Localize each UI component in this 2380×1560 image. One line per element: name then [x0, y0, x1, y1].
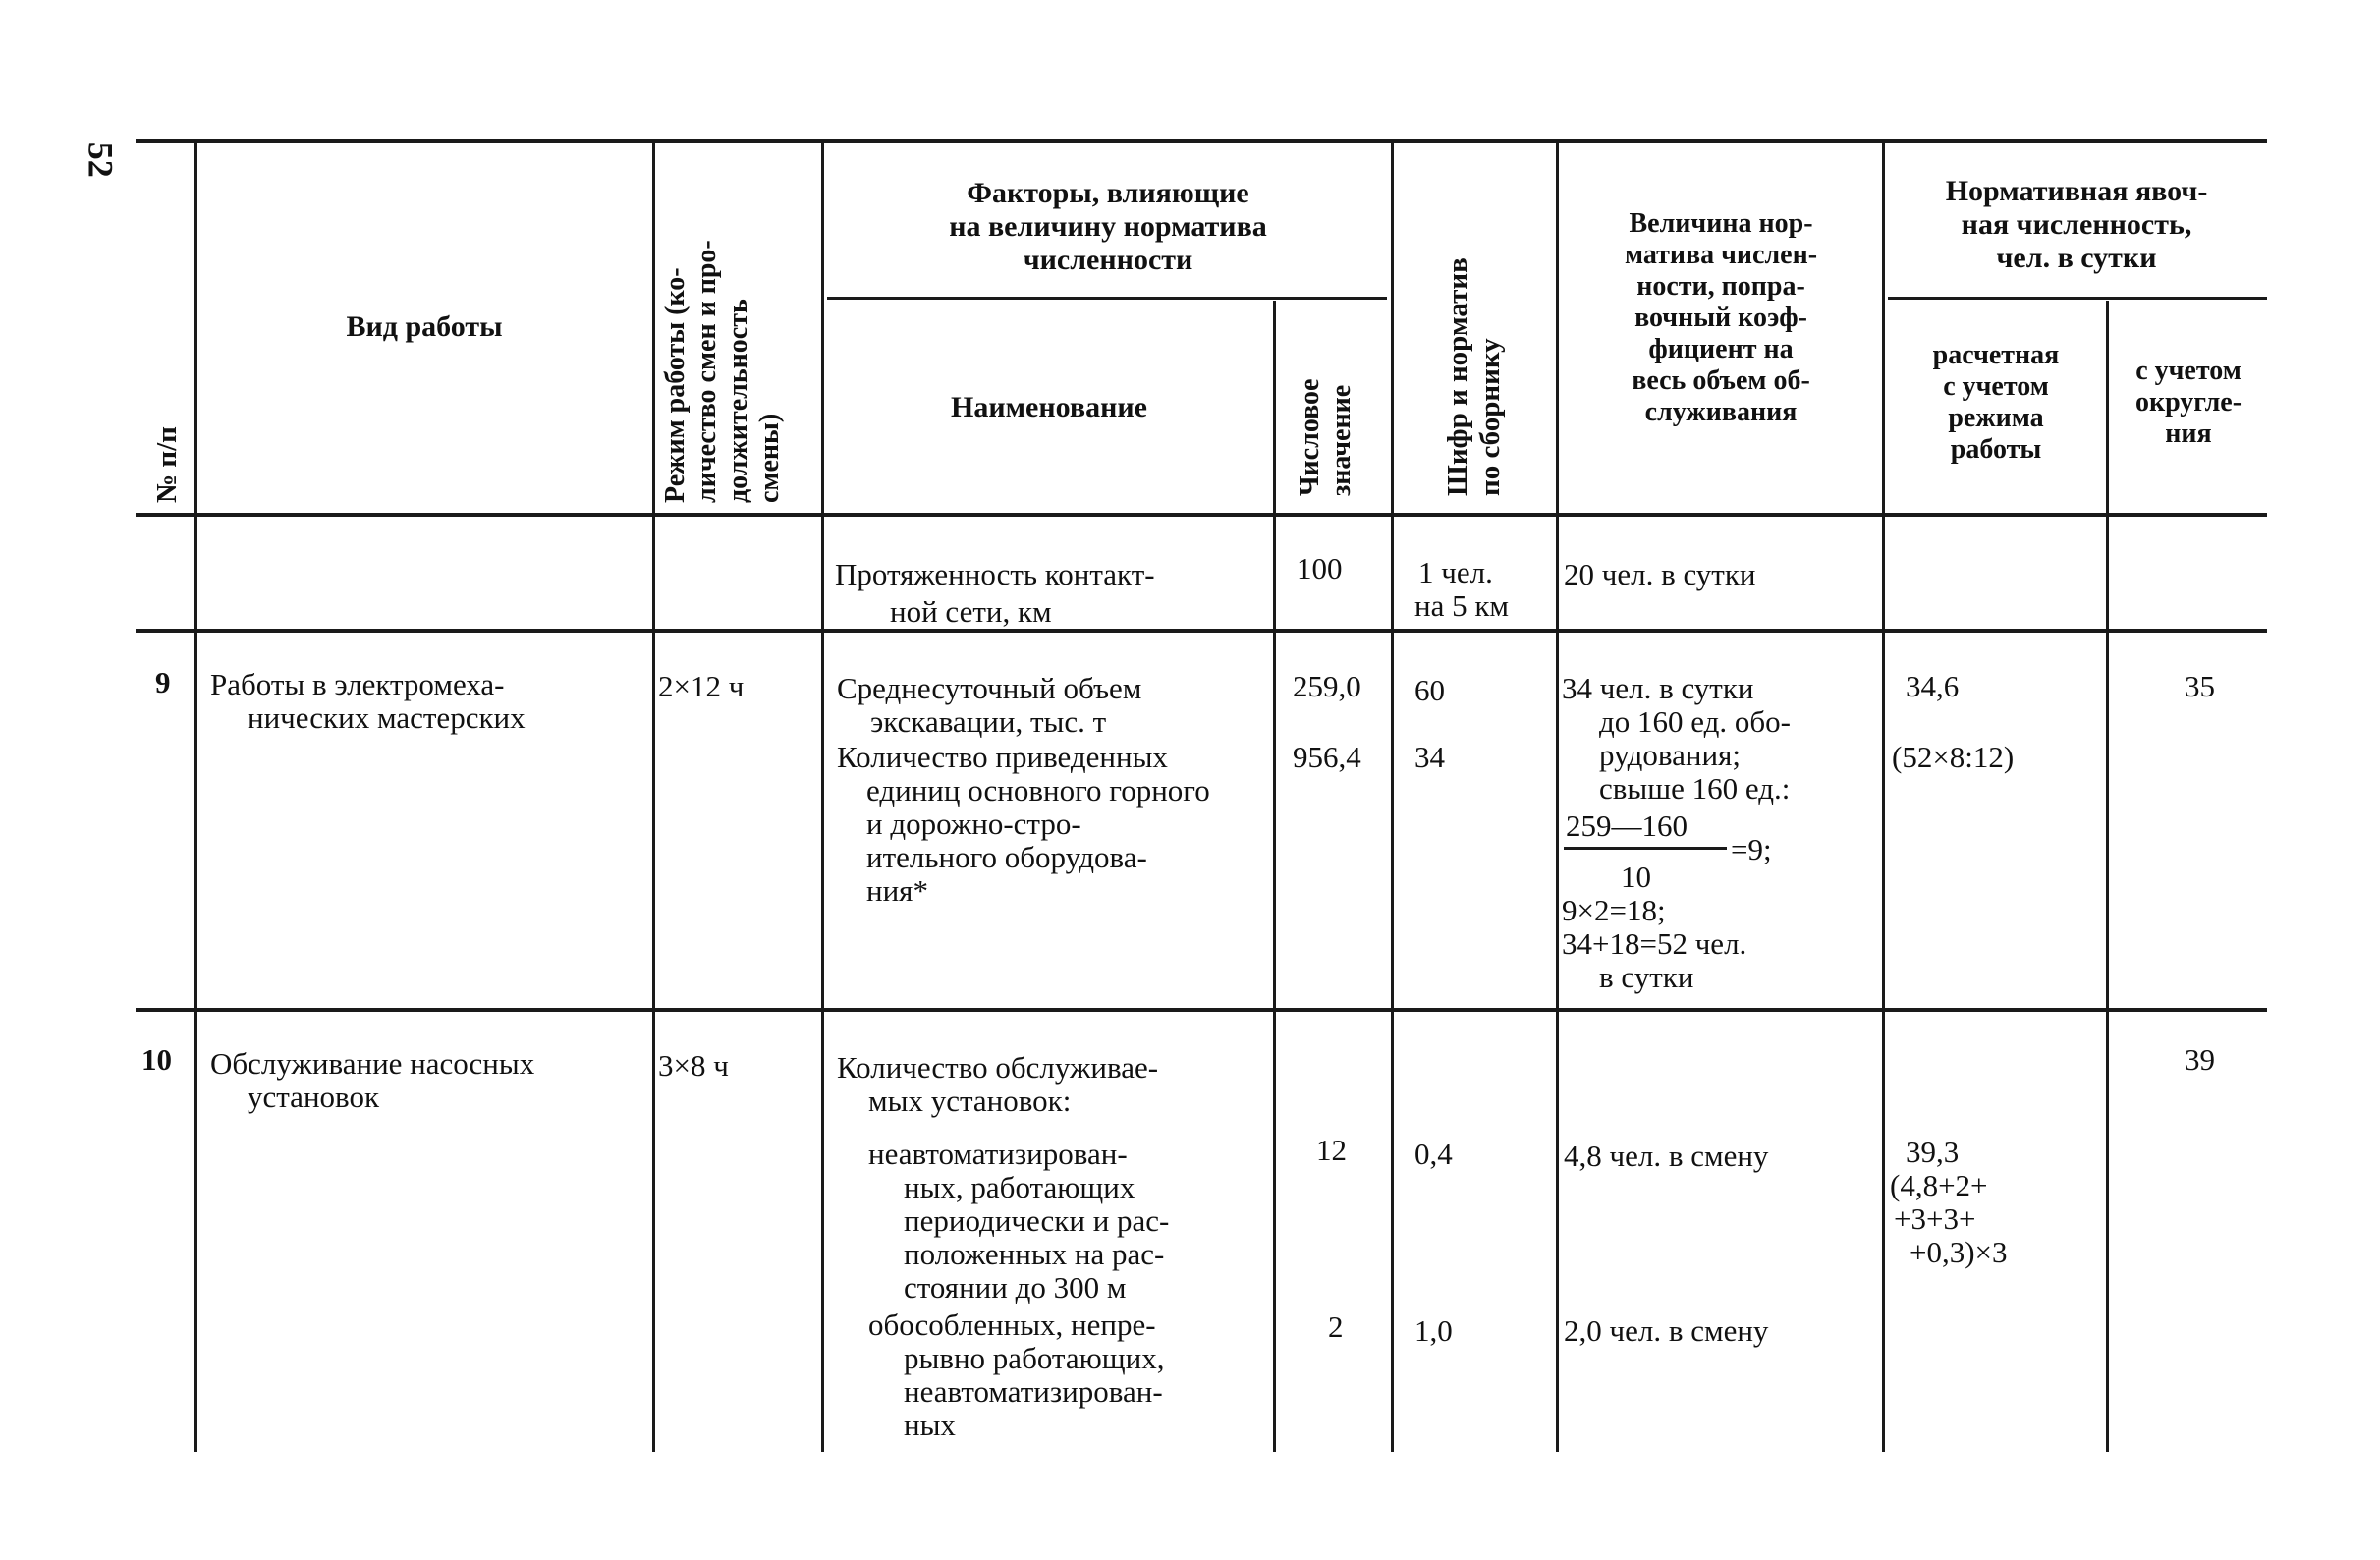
header-mode: Режим работы (ко- личество смен и про- должительность смены) — [660, 240, 785, 503]
row9-work: Работы в электромеха- нических мастерских — [210, 667, 526, 735]
row10-code-2: 1,0 — [1414, 1313, 1453, 1348]
col-rule-7 — [1882, 143, 1885, 1452]
col-rule-5 — [1391, 143, 1394, 1452]
row10-factor-name-2: обособленных, непре- рывно работающих, неавтоматизирован- ных — [868, 1308, 1165, 1442]
row9-mode: 2×12 ч — [658, 669, 745, 703]
header-num: № п/п — [151, 426, 183, 503]
col-rule-6 — [1556, 143, 1559, 1452]
table-top-rule — [136, 139, 2267, 143]
row9-factor-value-2: 956,4 — [1293, 740, 1361, 774]
header-rounded: с учетом округле- ния — [2134, 356, 2242, 449]
page-number: 52 — [81, 141, 121, 178]
row9-norm-bottom: 9×2=18; 34+18=52 чел. в сутки — [1562, 893, 1747, 994]
row10-factor-value-1: 12 — [1316, 1133, 1347, 1167]
row-10-top-rule — [136, 1008, 2267, 1012]
row9-factor-name-2: Количество приведенных единиц основного горного и дорожно-стро- ительного оборудова- ния* — [837, 740, 1210, 908]
header-code: Шифр и норматив по сборнику — [1442, 257, 1506, 496]
row9-rounded: 35 — [2185, 669, 2215, 703]
row10-mode: 3×8 ч — [658, 1048, 729, 1083]
factors-subheader-rule — [827, 297, 1387, 300]
row10-num: 10 — [141, 1042, 172, 1077]
header-calc: расчетная с учетом режима работы — [1932, 340, 2060, 465]
row1-factor-name: Протяженность контакт- ной сети, км — [835, 557, 1155, 629]
header-work: Вид работы — [346, 310, 503, 343]
header-standard: Нормативная явоч- ная численность, чел. в сутки — [1945, 175, 2208, 274]
col-rule-8 — [2106, 301, 2109, 1452]
col-rule-2 — [652, 143, 655, 1452]
header-factor-value: Числовое значение — [1295, 378, 1356, 496]
row1-factor-value: 100 — [1297, 551, 1343, 585]
row9-norm-fraction-bar — [1564, 847, 1727, 850]
row10-calc-formula: (4,8+2+ +3+3+ +0,3)×3 — [1890, 1168, 2008, 1269]
row9-norm-fraction-num: 259—160 — [1566, 808, 1688, 843]
row9-norm-top: 34 чел. в сутки до 160 ед. обо- рудования; свыше 160 ед.: — [1562, 671, 1791, 806]
row1-norm: 20 чел. в сутки — [1564, 557, 1756, 591]
row10-norm-1: 4,8 чел. в смену — [1564, 1139, 1769, 1173]
row10-factor-intro: Количество обслуживае- мых установок: — [837, 1050, 1159, 1118]
row9-calc-formula: (52×8:12) — [1892, 740, 2015, 774]
row10-norm-2: 2,0 чел. в смену — [1564, 1313, 1769, 1348]
row9-factor-value-1: 259,0 — [1293, 669, 1361, 703]
row9-norm-fraction-den: 10 — [1621, 860, 1651, 894]
row10-calc: 39,3 — [1906, 1135, 1960, 1169]
col-rule-4 — [1273, 301, 1276, 1452]
header-bottom-rule — [136, 513, 2267, 517]
row10-code-1: 0,4 — [1414, 1137, 1453, 1171]
row9-factor-name-1: Среднесуточный объем экскавации, тыс. т — [837, 671, 1142, 739]
header-norm: Величина нор- матива числен- ности, попра- вочный коэф- фициент на весь объем об- служивания — [1624, 208, 1818, 427]
row9-calc: 34,6 — [1906, 669, 1960, 703]
row9-norm-fraction-eq: =9; — [1731, 832, 1772, 866]
row10-factor-value-2: 2 — [1328, 1309, 1344, 1344]
row9-code-2: 34 — [1414, 740, 1445, 774]
row10-rounded: 39 — [2185, 1042, 2215, 1077]
header-factor-name: Наименование — [951, 391, 1147, 423]
row9-code-1: 60 — [1414, 673, 1445, 707]
row9-num: 9 — [155, 665, 171, 699]
header-factors: Факторы, влияющие на величину норматива численности — [949, 177, 1267, 276]
row1-code: 1 чел. на 5 км — [1414, 555, 1510, 623]
row10-work: Обслуживание насосных установок — [210, 1046, 535, 1114]
col-rule-3 — [821, 143, 824, 1452]
row-9-top-rule — [136, 629, 2267, 633]
row10-factor-name-1: неавтоматизирован- ных, работающих периодически и рас- положенных на рас- стоянии до 300 м — [868, 1137, 1170, 1305]
standard-subheader-rule — [1888, 297, 2267, 300]
